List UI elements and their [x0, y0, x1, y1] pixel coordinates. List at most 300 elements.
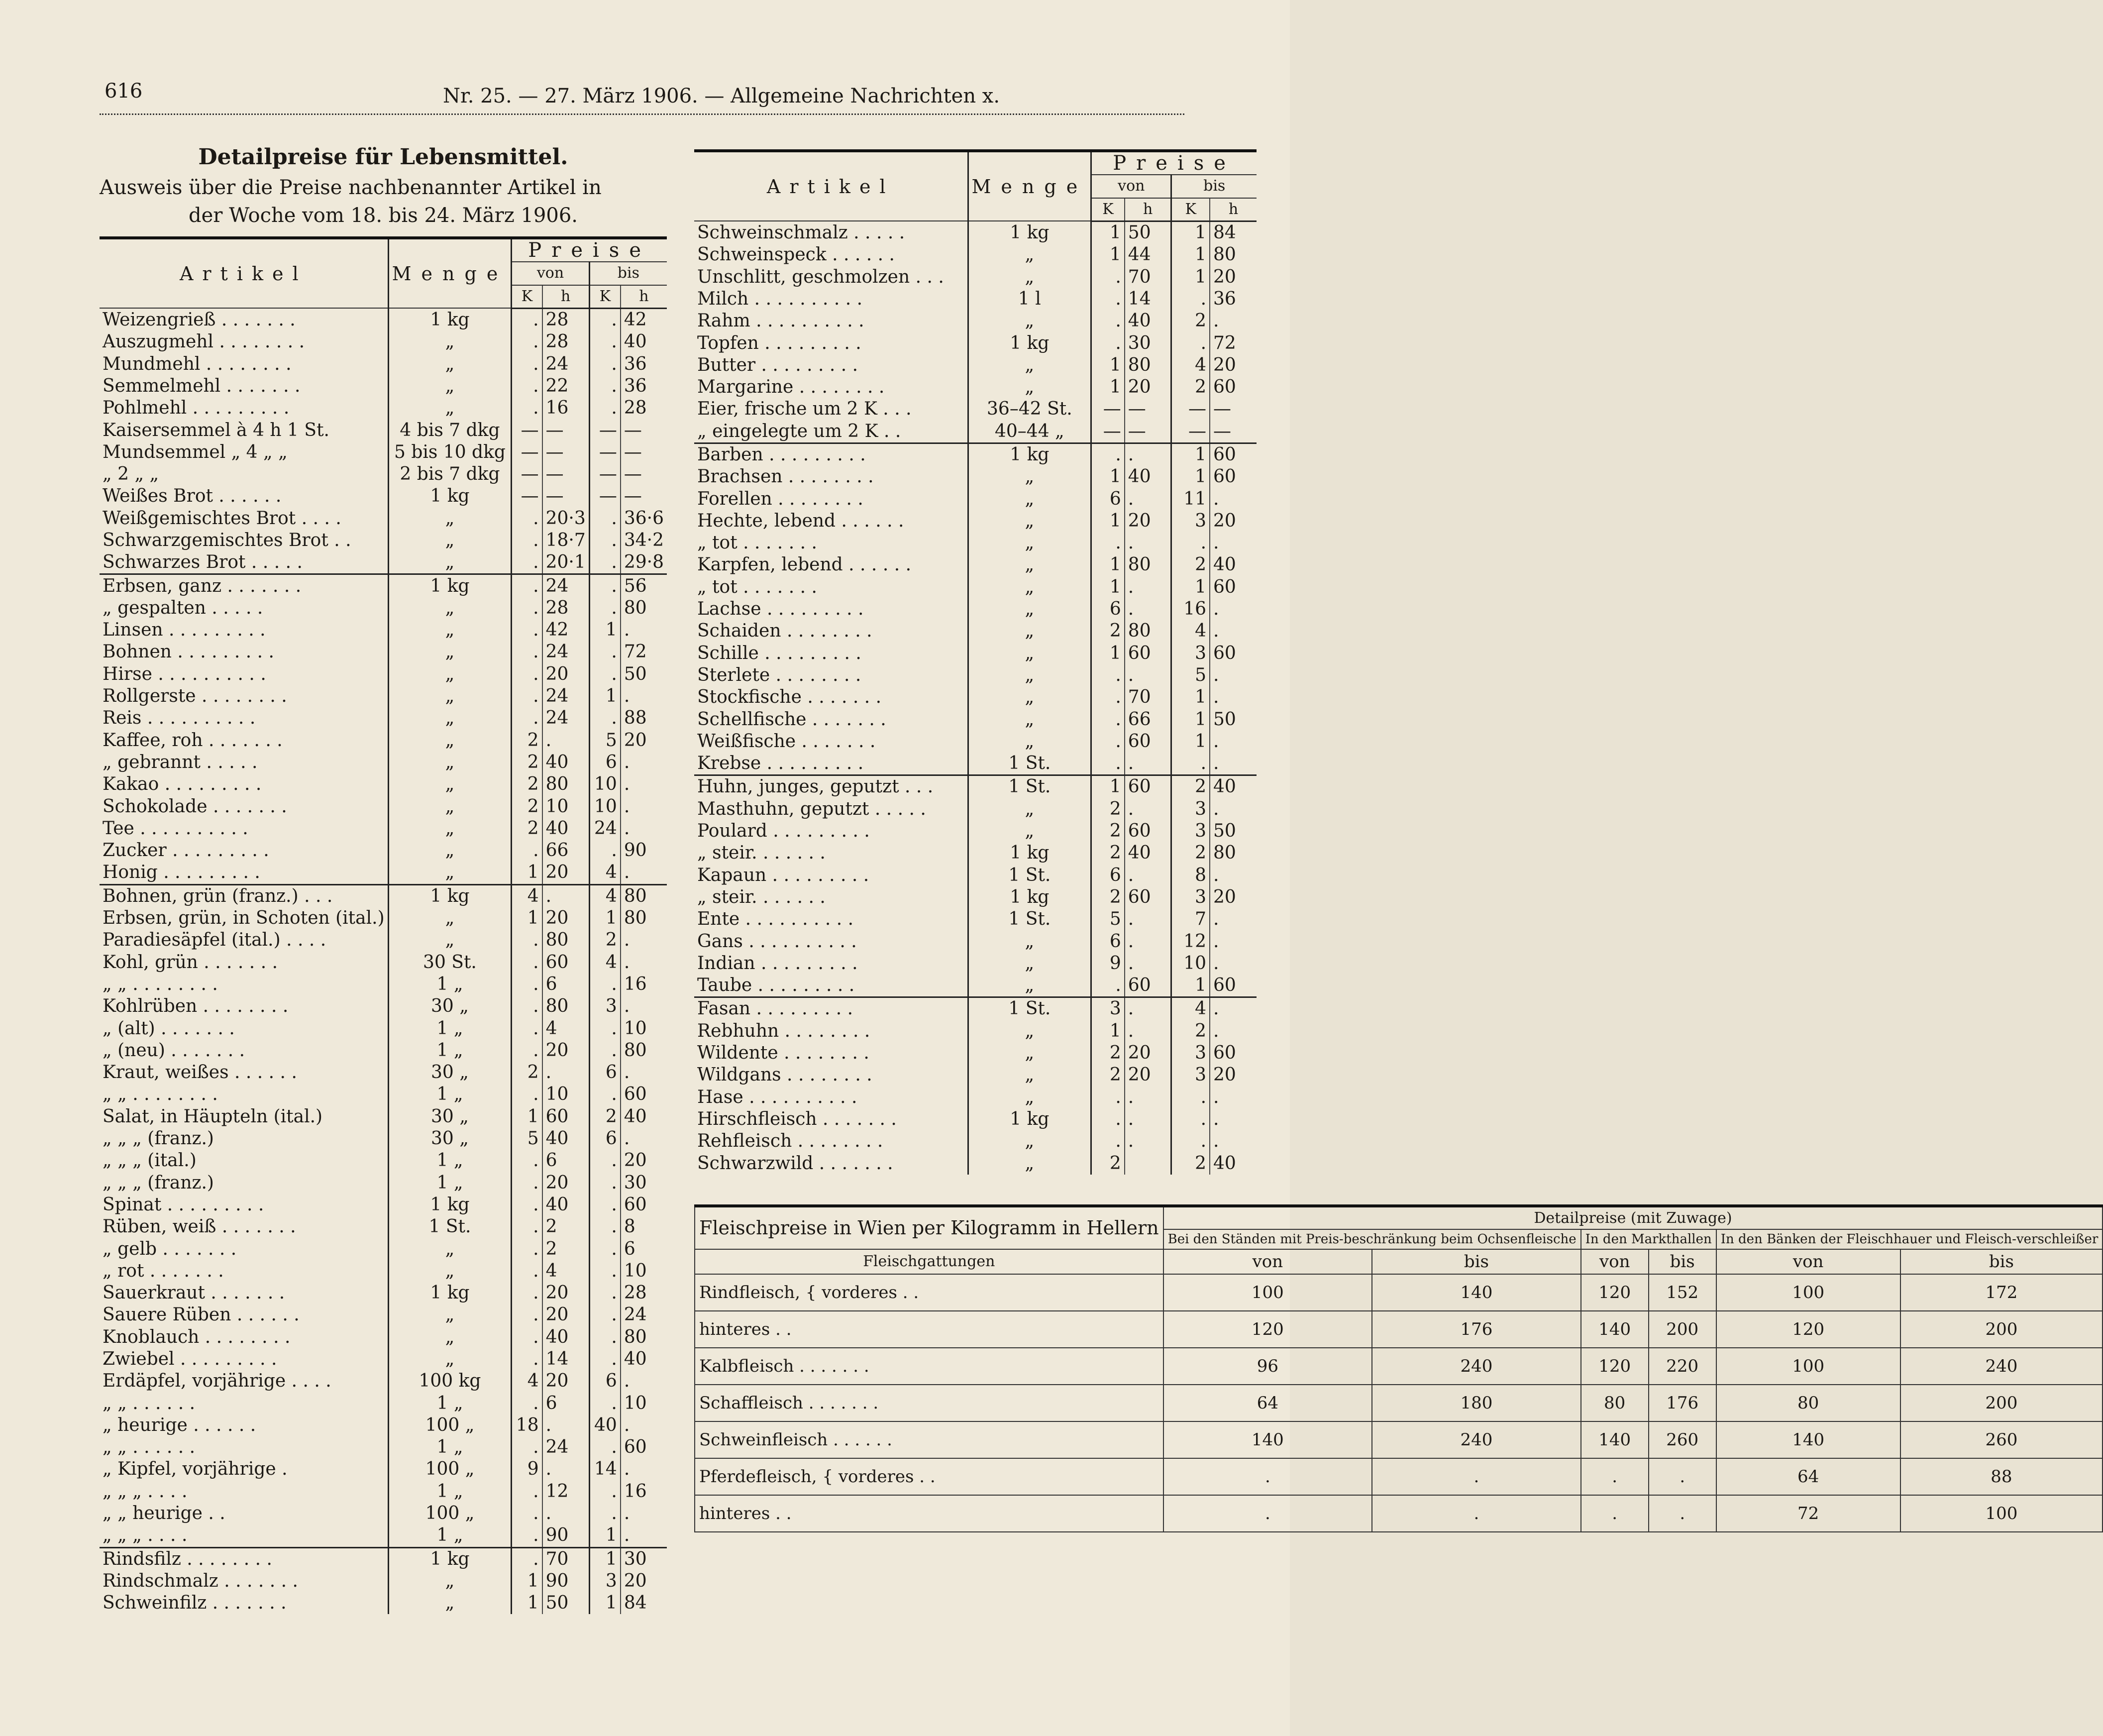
cell-von-k: 1: [1091, 221, 1125, 244]
cell-menge: 4 bis 7 dkg: [388, 419, 512, 441]
cell-menge: „: [388, 331, 512, 353]
cell-bis-k: 6: [589, 1062, 621, 1084]
cell-von-h: 28: [542, 308, 590, 331]
cell-von-h: .: [542, 1503, 590, 1524]
cell-bis-h: 20: [1213, 510, 1236, 531]
cell-artikel: Erdäpfel, vorjährige . . . .: [100, 1370, 388, 1392]
meat-staende-von: 120: [1163, 1311, 1372, 1348]
cell-von-k: .: [1091, 1108, 1125, 1130]
cell-von-h: 80: [1125, 554, 1171, 576]
cell-von-h: .: [1125, 753, 1171, 775]
cell-artikel: Kohl, grün . . . . . . .: [100, 952, 388, 974]
cell-von-k: .: [512, 1150, 542, 1172]
cell-menge: „: [388, 1238, 512, 1260]
cell-artikel: Weißgemischtes Brot . . . .: [100, 508, 388, 530]
cell-artikel: „ tot . . . . . . .: [694, 576, 968, 598]
cell-bis-k: 4: [589, 952, 621, 974]
cell-artikel: Lachse . . . . . . . . .: [694, 598, 968, 620]
cell-von-k: 4: [512, 884, 542, 907]
cell-menge: „: [968, 376, 1091, 398]
cell-bis-h: 84: [624, 1593, 647, 1614]
cell-bis-h: .: [624, 1459, 630, 1480]
cell-bis-k: .: [589, 1304, 621, 1326]
cell-menge: 1 kg: [388, 1194, 512, 1216]
right-table-body: [694, 221, 1257, 1174]
cell-bis-k: .: [1171, 1130, 1210, 1152]
cell-bis-k: .: [589, 663, 621, 685]
cell-bis-k: .: [1171, 288, 1210, 310]
cell-bis-k: 1: [1171, 576, 1210, 598]
cell-bis-k: .: [1171, 753, 1210, 775]
cell-menge: 1 „: [388, 1392, 512, 1414]
cell-menge: „: [388, 752, 512, 773]
cell-bis-h: 36: [624, 375, 647, 396]
cell-bis-k: 3: [589, 995, 621, 1017]
col-bis: bis: [589, 262, 667, 285]
table-row: [694, 598, 1257, 620]
cell-bis-k: 4: [1171, 997, 1210, 1020]
table-row: [100, 1194, 667, 1216]
cell-bis-k: .: [1171, 532, 1210, 554]
cell-bis-k: 6: [589, 752, 621, 773]
cell-bis-k: .: [589, 574, 621, 597]
cell-bis-h: .: [624, 1503, 630, 1524]
cell-bis-k: 1: [1171, 244, 1210, 266]
cell-bis-h: 20: [1213, 886, 1236, 907]
table-row: [694, 421, 1257, 443]
col-von: von: [512, 262, 589, 285]
cell-von-h: .: [1125, 1130, 1171, 1152]
cell-artikel: Schwarzwild . . . . . . .: [694, 1152, 968, 1174]
cell-artikel: Wildente . . . . . . . .: [694, 1042, 968, 1064]
cell-bis-h: —: [624, 464, 642, 485]
cell-artikel: Ente . . . . . . . . . .: [694, 908, 968, 930]
cell-von-k: 1: [1091, 1020, 1125, 1042]
cell-artikel: „ „ „ . . . .: [100, 1481, 388, 1503]
cell-artikel: Masthuhn, geputzt . . . . .: [694, 798, 968, 820]
cell-bis-h: 20: [624, 730, 647, 751]
cell-menge: 1 „: [388, 1040, 512, 1062]
cell-bis-h: .: [1213, 753, 1219, 774]
cell-von-k: 18: [512, 1414, 542, 1436]
cell-artikel: Rollgerste . . . . . . . .: [100, 685, 388, 707]
cell-artikel: „ heurige . . . . . .: [100, 1414, 388, 1436]
table-row: [694, 753, 1257, 775]
table-row: [100, 1216, 667, 1238]
cell-menge: „: [388, 862, 512, 884]
cell-bis-h: .: [624, 818, 630, 839]
cell-artikel: Weißes Brot . . . . . .: [100, 485, 388, 507]
cell-von-k: 3: [1091, 997, 1125, 1020]
meat-markt-von: 80: [1581, 1385, 1649, 1421]
cell-artikel: Sauere Rüben . . . . . .: [100, 1304, 388, 1326]
col-bis-k: K: [589, 285, 621, 309]
cell-menge: 1 kg: [968, 1108, 1091, 1130]
cell-von-h: —: [542, 419, 590, 441]
cell-von-h: 18·7: [542, 530, 590, 551]
cell-menge: „: [388, 707, 512, 729]
cell-bis-k: .: [1171, 1108, 1210, 1130]
cell-artikel: „ „ heurige . .: [100, 1503, 388, 1524]
cell-artikel: „ eingelegte um 2 K . .: [694, 421, 968, 443]
table-row: [100, 508, 667, 530]
cell-bis-k: 10: [589, 773, 621, 795]
cell-bis-k: .: [589, 375, 621, 397]
cell-bis-h: 6: [624, 1238, 635, 1259]
cell-bis-h: .: [1213, 953, 1219, 974]
meat-baenke-bis: 100: [1900, 1495, 2103, 1532]
section-subtitle-line1: Ausweis über die Preise nachbenannter Artikel in: [100, 176, 602, 199]
cell-bis-h: .: [1213, 931, 1219, 952]
meat-markt-von: 120: [1581, 1274, 1649, 1311]
cell-bis-k: 11: [1171, 488, 1210, 510]
cell-artikel: Schweinspeck . . . . . .: [694, 244, 968, 266]
cell-von-h: 2: [542, 1216, 590, 1238]
cell-bis-k: 3: [589, 1570, 621, 1592]
cell-menge: 1 „: [388, 1524, 512, 1547]
table-row: [694, 288, 1257, 310]
cell-bis-k: .: [589, 397, 621, 419]
cell-artikel: Barben . . . . . . . . .: [694, 443, 968, 466]
cell-bis-h: 80: [1213, 244, 1236, 265]
col-menge: Menge: [968, 151, 1091, 221]
cell-artikel: „ steir. . . . . . .: [694, 842, 968, 864]
col-von-h: h: [542, 285, 590, 309]
table-row: [694, 664, 1257, 686]
cell-von-k: .: [512, 707, 542, 729]
cell-von-h: 50: [542, 1592, 590, 1614]
cell-artikel: „ tot . . . . . . .: [694, 532, 968, 554]
cell-menge: „: [388, 840, 512, 862]
cell-menge: 1 „: [388, 1017, 512, 1039]
page-number: 616: [105, 80, 143, 103]
meat-markt-von: .: [1581, 1495, 1649, 1532]
table-row: [100, 1326, 667, 1348]
cell-bis-h: .: [624, 1128, 630, 1149]
cell-bis-h: 20: [1213, 1065, 1236, 1085]
cell-bis-h: 40: [1213, 554, 1236, 575]
cell-von-k: .: [512, 974, 542, 995]
cell-artikel: „ „ . . . . . . . .: [100, 974, 388, 995]
cell-von-h: 60: [542, 1106, 590, 1128]
cell-menge: „: [968, 686, 1091, 708]
cell-von-k: 5: [512, 1128, 542, 1150]
cell-bis-h: 42: [624, 310, 647, 330]
cell-bis-k: 3: [1171, 1064, 1210, 1086]
cell-bis-h: .: [624, 1062, 630, 1083]
cell-artikel: Kraut, weißes . . . . . .: [100, 1062, 388, 1084]
cell-von-k: .: [512, 1216, 542, 1238]
table-row: [694, 798, 1257, 820]
cell-von-k: .: [512, 508, 542, 530]
cell-bis-k: 2: [1171, 554, 1210, 576]
cell-artikel: „ gelb . . . . . . .: [100, 1238, 388, 1260]
cell-artikel: Kaffee, roh . . . . . . .: [100, 730, 388, 752]
cell-artikel: „ (alt) . . . . . . .: [100, 1017, 388, 1039]
cell-bis-k: .: [589, 1436, 621, 1458]
cell-von-h: 20: [542, 663, 590, 685]
cell-artikel: Schokolade . . . . . . .: [100, 795, 388, 817]
cell-artikel: Karpfen, lebend . . . . . .: [694, 554, 968, 576]
cell-menge: „: [968, 975, 1091, 997]
cell-bis-k: .: [589, 1503, 621, 1524]
cell-artikel: Fasan . . . . . . . . .: [694, 997, 968, 1020]
cell-von-k: .: [512, 641, 542, 663]
cell-bis-h: 30: [624, 1172, 647, 1193]
meat-baenke-bis: 200: [1900, 1311, 2103, 1348]
cell-menge: „: [388, 551, 512, 574]
cell-artikel: Hirschfleisch . . . . . . .: [694, 1108, 968, 1130]
cell-von-h: 50: [1125, 221, 1171, 244]
meat-cell-gattung: Schweinfleisch . . . . . .: [695, 1421, 1163, 1458]
cell-bis-h: 80: [624, 1040, 647, 1061]
cell-von-k: 2: [1091, 820, 1125, 842]
cell-von-h: —: [542, 441, 590, 463]
cell-artikel: Spinat . . . . . . . . .: [100, 1194, 388, 1216]
meat-staende-bis: .: [1372, 1458, 1581, 1495]
cell-von-k: 6: [1091, 488, 1125, 510]
cell-artikel: Zwiebel . . . . . . . . .: [100, 1348, 388, 1370]
cell-artikel: Sauerkraut . . . . . . .: [100, 1282, 388, 1304]
table-row: [695, 1311, 2103, 1348]
cell-bis-k: 4: [589, 862, 621, 884]
cell-von-k: 2: [512, 730, 542, 752]
header-rule: [100, 113, 1184, 118]
table-row: [694, 865, 1257, 886]
table-row: [100, 419, 667, 441]
cell-von-h: .: [1125, 865, 1171, 886]
cell-von-h: 90: [542, 1524, 590, 1547]
cell-von-k: .: [512, 952, 542, 974]
meat-baenke-von: 80: [1716, 1385, 1900, 1421]
cell-bis-h: .: [624, 930, 630, 951]
cell-von-h: —: [1125, 421, 1171, 443]
cell-von-h: 66: [1125, 708, 1171, 730]
cell-bis-k: .: [589, 1017, 621, 1039]
cell-bis-h: .: [624, 774, 630, 795]
cell-von-h: 14: [542, 1348, 590, 1370]
cell-von-h: 24: [542, 685, 590, 707]
cell-von-k: .: [512, 1040, 542, 1062]
cell-bis-h: .: [624, 862, 630, 883]
cell-artikel: „ steir. . . . . . .: [694, 886, 968, 908]
table-row: [694, 354, 1257, 376]
cell-menge: 30 „: [388, 1128, 512, 1150]
cell-menge: „: [388, 929, 512, 951]
cell-von-k: .: [1091, 975, 1125, 997]
cell-von-k: .: [512, 995, 542, 1017]
meat-baenke-bis: 260: [1900, 1421, 2103, 1458]
cell-von-h: 40: [542, 1326, 590, 1348]
cell-bis-k: 1: [1171, 708, 1210, 730]
cell-artikel: Hirse . . . . . . . . . .: [100, 663, 388, 685]
cell-bis-h: 80: [624, 1326, 647, 1347]
cell-von-h: 20: [542, 1304, 590, 1326]
cell-von-h: 44: [1125, 244, 1171, 266]
table-row: [100, 840, 667, 862]
cell-bis-k: 2: [589, 929, 621, 951]
cell-bis-h: 90: [624, 840, 647, 861]
table-row: [695, 1348, 2103, 1385]
cell-von-k: .: [512, 1524, 542, 1547]
cell-artikel: Bohnen . . . . . . . . .: [100, 641, 388, 663]
cell-bis-h: .: [1213, 731, 1219, 752]
cell-bis-h: .: [1213, 1108, 1219, 1129]
cell-bis-h: .: [1213, 599, 1219, 620]
cell-bis-h: 60: [624, 1084, 647, 1105]
cell-artikel: Schwarzes Brot . . . . .: [100, 551, 388, 574]
cell-bis-h: 80: [1213, 843, 1236, 864]
cell-von-k: —: [512, 441, 542, 463]
cell-artikel: Rindsfilz . . . . . . . .: [100, 1547, 388, 1570]
cell-bis-k: .: [589, 508, 621, 530]
cell-von-h: 60: [1125, 643, 1171, 664]
cell-von-k: 2: [1091, 620, 1125, 642]
cell-artikel: Rehfleisch . . . . . . . .: [694, 1130, 968, 1152]
cell-artikel: Sterlete . . . . . . . .: [694, 664, 968, 686]
cell-artikel: Stockfische . . . . . . .: [694, 686, 968, 708]
table-row: [100, 1172, 667, 1194]
cell-menge: „: [388, 685, 512, 707]
col-artikel: Artikel: [100, 238, 388, 308]
table-row: [100, 1503, 667, 1524]
cell-bis-h: 60: [624, 1437, 647, 1458]
cell-menge: „: [968, 798, 1091, 820]
table-row: [100, 1481, 667, 1503]
cell-bis-k: .: [589, 1481, 621, 1503]
cell-bis-k: .: [589, 353, 621, 375]
cell-artikel: Kaisersemmel à 4 h 1 St.: [100, 419, 388, 441]
cell-von-h: 60: [1125, 820, 1171, 842]
cell-bis-h: .: [624, 1371, 630, 1392]
cell-artikel: Schellfische . . . . . . .: [694, 708, 968, 730]
cell-bis-h: 88: [624, 708, 647, 729]
table-row: [100, 1062, 667, 1084]
cell-von-h: 6: [542, 1392, 590, 1414]
cell-artikel: Schweinfilz . . . . . . .: [100, 1592, 388, 1614]
cell-bis-h: 20: [1213, 354, 1236, 375]
cell-menge: „: [968, 731, 1091, 753]
cell-von-h: 40: [1125, 842, 1171, 864]
meat-col-staende: Bei den Ständen mit Preis-beschränkung beim Ochsenfleische: [1163, 1229, 1581, 1249]
cell-von-k: 1: [1091, 354, 1125, 376]
cell-menge: „: [968, 1086, 1091, 1108]
cell-von-k: 6: [1091, 930, 1125, 952]
cell-bis-h: 40: [624, 1106, 647, 1127]
cell-bis-k: 2: [1171, 775, 1210, 798]
table-row: [100, 1436, 667, 1458]
cell-von-h: 20: [542, 862, 590, 884]
cell-von-h: 60: [1125, 731, 1171, 753]
cell-menge: „: [968, 930, 1091, 952]
meat-price-table: [694, 1204, 2103, 1532]
cell-menge: „: [388, 818, 512, 840]
table-row: [100, 1392, 667, 1414]
cell-von-h: 60: [1125, 775, 1171, 798]
cell-von-k: .: [512, 1503, 542, 1524]
cell-bis-k: 1: [589, 685, 621, 707]
cell-bis-h: .: [1213, 909, 1219, 930]
cell-bis-k: 2: [589, 1106, 621, 1128]
cell-bis-h: .: [1213, 621, 1219, 642]
cell-von-k: .: [512, 1547, 542, 1570]
cell-menge: 30 „: [388, 1062, 512, 1084]
cell-menge: „: [968, 354, 1091, 376]
cell-menge: „: [388, 907, 512, 929]
cell-von-k: .: [1091, 288, 1125, 310]
table-row: [100, 884, 667, 907]
cell-bis-k: 2: [1171, 1152, 1210, 1174]
cell-bis-h: 20: [624, 1150, 647, 1171]
cell-bis-k: .: [589, 1084, 621, 1105]
cell-von-h: .: [1125, 1020, 1171, 1042]
cell-artikel: „ gebrannt . . . . .: [100, 752, 388, 773]
cell-bis-h: 34·2: [624, 530, 664, 550]
cell-bis-k: .: [589, 1216, 621, 1238]
cell-bis-h: 10: [624, 1260, 647, 1281]
cell-menge: 100 kg: [388, 1370, 512, 1392]
cell-bis-h: 29·8: [624, 552, 664, 573]
cell-von-h: 60: [542, 952, 590, 974]
meat-cell-gattung: Schaffleisch . . . . . . .: [695, 1385, 1163, 1421]
cell-bis-h: 20: [624, 1570, 647, 1591]
cell-bis-k: .: [589, 1238, 621, 1260]
cell-menge: 1 „: [388, 1481, 512, 1503]
meat-cell-gattung: Pferdefleisch, { vorderes . .: [695, 1458, 1163, 1495]
cell-von-h: 40: [542, 818, 590, 840]
table-row: [694, 775, 1257, 798]
meat-markt-bis: .: [1649, 1458, 1716, 1495]
table-row: [695, 1495, 2103, 1532]
cell-artikel: Kohlrüben . . . . . . . .: [100, 995, 388, 1017]
cell-von-h: .: [542, 884, 590, 907]
cell-artikel: Schille . . . . . . . . .: [694, 643, 968, 664]
cell-von-k: —: [1091, 398, 1125, 420]
cell-von-h: .: [1125, 598, 1171, 620]
cell-von-h: .: [542, 730, 590, 752]
cell-menge: „: [388, 1592, 512, 1614]
meat-staende-von: 96: [1163, 1348, 1372, 1385]
section-subtitle-line2: der Woche vom 18. bis 24. März 1906.: [189, 204, 578, 227]
table-row: [695, 1274, 2103, 1311]
cell-von-k: 1: [512, 1592, 542, 1614]
cell-bis-h: .: [1213, 1020, 1219, 1041]
table-row: [694, 310, 1257, 332]
cell-artikel: Butter . . . . . . . . .: [694, 354, 968, 376]
cell-artikel: Mundmehl . . . . . . . .: [100, 353, 388, 375]
table-row: [694, 488, 1257, 510]
cell-von-h: 22: [542, 375, 590, 397]
cell-artikel: Reis . . . . . . . . . .: [100, 707, 388, 729]
cell-artikel: Taube . . . . . . . . .: [694, 975, 968, 997]
cell-menge: 1 St.: [968, 753, 1091, 775]
table-row: [694, 908, 1257, 930]
cell-bis-k: 6: [589, 1128, 621, 1150]
cell-artikel: „ „ . . . . . . . .: [100, 1084, 388, 1105]
table-row: [694, 1152, 1257, 1174]
col-von-k: K: [512, 285, 542, 309]
meat-markt-von: 140: [1581, 1311, 1649, 1348]
cell-menge: „: [388, 1260, 512, 1282]
cell-bis-k: 3: [1171, 510, 1210, 532]
cell-bis-k: .: [589, 551, 621, 574]
cell-von-h: 20: [1125, 1042, 1171, 1064]
cell-artikel: „ rot . . . . . . .: [100, 1260, 388, 1282]
cell-bis-h: 40: [1213, 1153, 1236, 1174]
cell-von-h: .: [1125, 908, 1171, 930]
cell-bis-h: .: [624, 1414, 630, 1435]
cell-artikel: Margarine . . . . . . . .: [694, 376, 968, 398]
